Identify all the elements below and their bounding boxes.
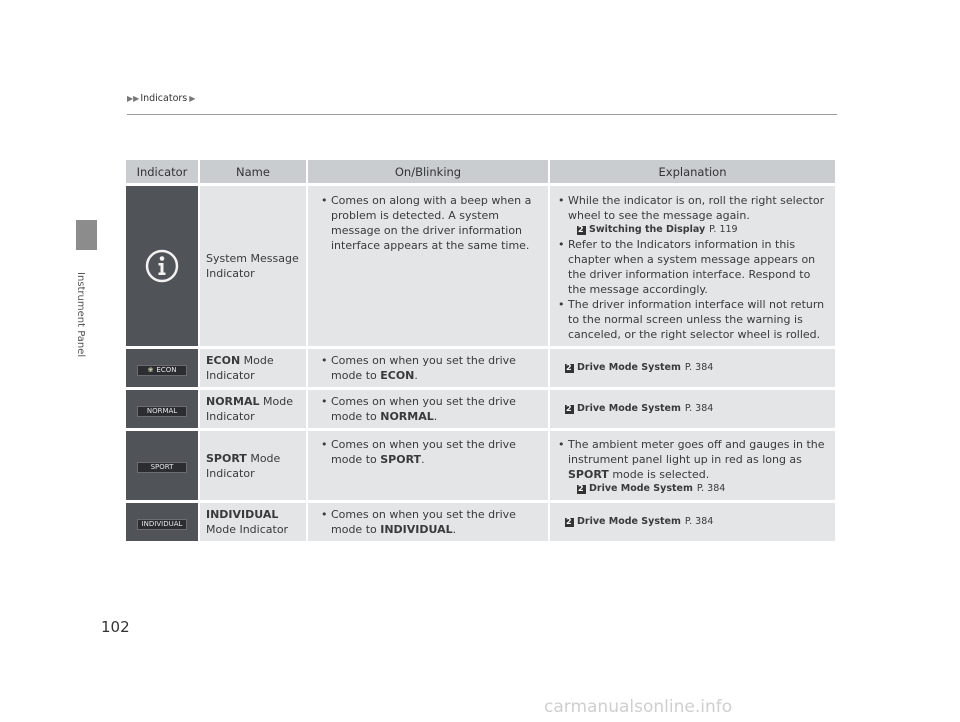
- reference-title[interactable]: Drive Mode System: [577, 362, 681, 373]
- reference-page[interactable]: P. 119: [709, 224, 738, 235]
- reference-page[interactable]: P. 384: [684, 362, 714, 373]
- explanation-cell: [550, 349, 835, 387]
- badge-label: ECON: [156, 365, 177, 374]
- list-item: [321, 437, 543, 467]
- table-row: [126, 390, 835, 428]
- bullet-text: The driver information interface will not return to the normal screen unless the warning is canceled, or the right selector wheel is rolled.: [568, 298, 825, 341]
- text-run-bold: INDIVIDUAL: [380, 523, 453, 536]
- table-row: [126, 503, 835, 541]
- indicator-name-bold: INDIVIDUAL: [206, 508, 279, 521]
- reference-title[interactable]: Drive Mode System: [589, 483, 693, 494]
- text-run-bold: NORMAL: [380, 410, 434, 423]
- indicator-cell: [126, 503, 200, 541]
- watermark: carmanualsonline.info: [544, 697, 733, 717]
- bullet-icon: •: [321, 395, 328, 408]
- breadcrumb: [127, 93, 195, 104]
- reference-page[interactable]: P. 384: [684, 516, 714, 527]
- text-run: .: [414, 369, 418, 382]
- on-blinking-cell: [308, 503, 550, 541]
- section-tab: [76, 220, 97, 250]
- name-cell: [200, 349, 308, 387]
- indicator-name-bold: SPORT: [206, 451, 247, 465]
- name-cell: [200, 503, 308, 541]
- list-item: [321, 394, 543, 424]
- indicator-name-bold: NORMAL: [206, 395, 260, 408]
- cross-reference[interactable]: [565, 361, 830, 375]
- sport-mode-icon: SPORT: [137, 462, 187, 473]
- list-item: [321, 193, 543, 253]
- column-header: Indicator: [126, 160, 200, 183]
- bullet-icon: •: [321, 354, 328, 367]
- bullet-text: [331, 353, 543, 383]
- bullet-text: While the indicator is on, roll the right selector wheel to see the message again.: [568, 194, 825, 222]
- indicator-name: Mode Indicator: [206, 395, 293, 423]
- text-run: mode is selected.: [608, 468, 710, 481]
- name-cell: [200, 186, 308, 346]
- reference-title[interactable]: Drive Mode System: [577, 516, 681, 527]
- bullet-icon: •: [321, 508, 328, 521]
- reference-page[interactable]: P. 384: [696, 483, 726, 494]
- explanation-cell: [550, 390, 835, 428]
- list-item: [321, 353, 543, 383]
- list-item: [558, 237, 830, 297]
- reference-arrow-icon: [565, 364, 574, 373]
- section-label: Instrument Panel: [75, 272, 86, 358]
- bullet-text: [568, 437, 830, 482]
- text-run: The ambient meter goes off and gauges in the instrument panel light up in red as long as: [568, 438, 825, 466]
- indicator-name: Mode Indicator: [206, 354, 274, 382]
- info-icon: [145, 249, 179, 283]
- reference-arrow-icon: [565, 405, 574, 414]
- list-item: [321, 507, 543, 537]
- text-run-bold: SPORT: [380, 453, 422, 466]
- header-rule: [127, 114, 837, 115]
- column-header: On/Blinking: [308, 160, 550, 183]
- text-run-bold: SPORT: [568, 468, 609, 481]
- indicator-name: System Message Indicator: [206, 252, 299, 280]
- table-row: [126, 186, 835, 346]
- cross-reference[interactable]: [565, 515, 830, 529]
- bullet-icon: •: [321, 194, 328, 207]
- list-item: [558, 297, 830, 342]
- reference-arrow-icon: [577, 485, 586, 494]
- reference-arrow-icon: [565, 518, 574, 527]
- text-run: .: [452, 523, 457, 536]
- text-run: Comes on when you set the drive mode to: [331, 354, 516, 382]
- bullet-text: [331, 394, 543, 424]
- bullet-icon: •: [558, 194, 565, 207]
- bullet-icon: •: [558, 298, 565, 311]
- on-blinking-cell: [308, 186, 550, 346]
- on-blinking-cell: [308, 349, 550, 387]
- table-row: [126, 349, 835, 387]
- table-row: [126, 431, 835, 500]
- indicator-cell: [126, 186, 200, 346]
- breadcrumb-label[interactable]: Indicators: [140, 93, 188, 104]
- name-cell: [200, 431, 308, 500]
- column-header: Name: [200, 160, 308, 183]
- reference-page[interactable]: P. 384: [684, 403, 714, 414]
- text-run: Comes on when you set the drive mode to: [331, 395, 516, 423]
- bullet-text: [331, 507, 543, 537]
- indicator-table: [126, 157, 835, 544]
- text-run: .: [421, 453, 425, 466]
- cross-reference[interactable]: [565, 402, 830, 416]
- indicator-name: Mode Indicator: [206, 523, 289, 536]
- bullet-text: Refer to the Indicators information in this chapter when a system message appears on the driver information interface. Respond to the message accordingly.: [568, 238, 816, 296]
- econ-icon: ❀ ECON: [137, 365, 187, 376]
- explanation-cell: [550, 431, 835, 500]
- text-run: Comes on when you set the drive mode to: [331, 508, 516, 536]
- indicator-name-bold: ECON: [206, 354, 241, 367]
- list-item: [558, 193, 830, 223]
- indicator-cell: [126, 431, 200, 500]
- page-number: 102: [101, 618, 130, 636]
- bullet-icon: •: [321, 438, 328, 451]
- column-header: Explanation: [550, 160, 835, 183]
- reference-title[interactable]: Drive Mode System: [577, 403, 681, 414]
- bullet-icon: •: [558, 238, 565, 251]
- breadcrumb-arrow-icon: ▶: [189, 94, 196, 103]
- text-run: .: [433, 410, 438, 423]
- normal-mode-icon: NORMAL: [137, 406, 187, 417]
- list-item: [558, 437, 830, 482]
- explanation-cell: [550, 186, 835, 346]
- name-cell: [200, 390, 308, 428]
- text-run: Comes on when you set the drive mode to: [331, 438, 516, 466]
- indicator-cell: [126, 349, 200, 387]
- bullet-text: Comes on along with a beep when a problem is detected. A system message on the driver information interface appears at the same time.: [331, 194, 532, 252]
- reference-arrow-icon: [577, 226, 586, 235]
- on-blinking-cell: [308, 431, 550, 500]
- indicator-cell: [126, 390, 200, 428]
- reference-title[interactable]: Switching the Display: [589, 224, 706, 235]
- table-header-row: [126, 160, 835, 183]
- explanation-cell: [550, 503, 835, 541]
- text-run-bold: ECON: [380, 369, 415, 382]
- indicator-name: Mode Indicator: [206, 451, 281, 480]
- cross-reference[interactable]: [577, 223, 830, 237]
- individual-mode-icon: INDIVIDUAL: [137, 519, 188, 530]
- on-blinking-cell: [308, 390, 550, 428]
- bullet-icon: •: [558, 438, 565, 451]
- cross-reference[interactable]: [577, 482, 830, 496]
- bullet-text: [331, 437, 543, 467]
- breadcrumb-arrow-icon: ▶▶: [127, 94, 140, 103]
